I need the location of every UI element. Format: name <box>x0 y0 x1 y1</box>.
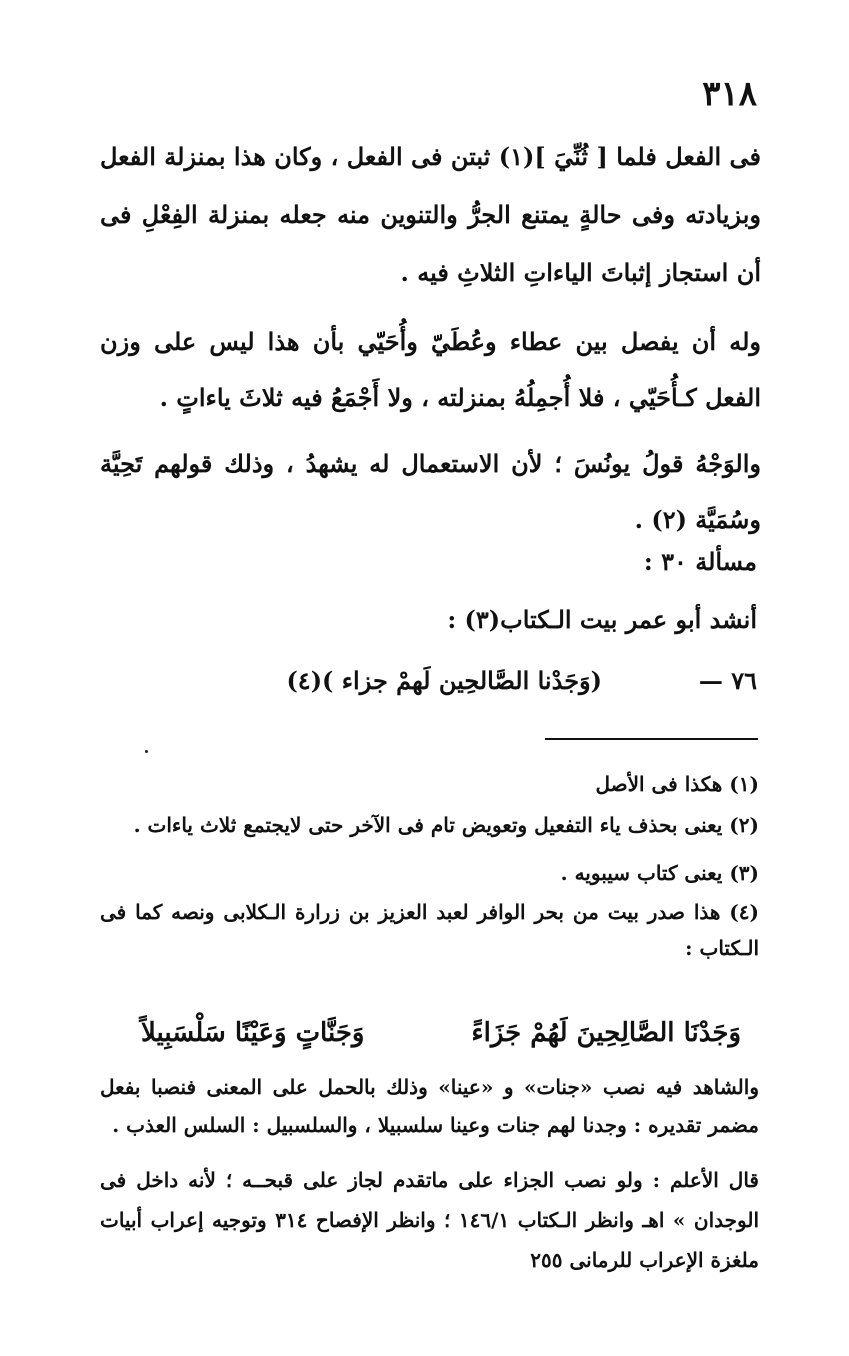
commentary <box>100 1068 759 1144</box>
paragraph: والوَجْهُ قولُ يونُسَ ؛ لأن الاستعمال له يشهدُ ، وذلك قولهم تَحِيَّة وسُمَيَّة (٢) . <box>100 449 761 534</box>
print-speck <box>145 750 148 753</box>
second-hemistich: وَجَنَّاتٍ وَعَيْنًا سَلْسَبِيلاً <box>141 1018 365 1048</box>
main-text <box>100 128 761 548</box>
footnotes <box>100 768 759 966</box>
verse-text: (وَجَدْنا الصَّالحِين لَهمْ جزاء )(٤) <box>286 666 602 695</box>
verse-number: ٧٦ — <box>698 666 757 695</box>
paragraph: وله أن يفصل بين عطاء وعُطَيّ وأُحَيّي بأن هذا ليس على وزن الفعل كـأُحَيّي ، فلا أُجمِلُهُ بمنزلته ، ولا أَجْمَعُ فيه ثلاثَ ياءاتٍ . <box>100 327 761 412</box>
first-hemistich: وَجَدْنَا الصَّالِحِينَ لَهُمْ جَزَاءً <box>471 1018 741 1048</box>
footnote-divider <box>545 738 758 740</box>
footnote: (١) هكذا فى الأصل <box>595 772 759 796</box>
footnote: (٣) يعنى كتاب سيبويه . <box>560 861 759 885</box>
footnote: (٢) يعنى بحذف ياء التفعيل وتعويض تام فى الآخر حتى لايجتمع ثلاث ياءات . <box>133 813 759 837</box>
quote-block <box>100 1160 759 1280</box>
verse-line <box>237 660 757 708</box>
poem-verse <box>141 1014 741 1064</box>
recited-line: أنشد أبو عمر بيت الـكتاب(٣) : <box>447 605 757 634</box>
quote-text: قال الأعلم : ولو نصب الجزاء على ماتقدم لجاز على قبحــه ؛ لأنه داخل فى الوجدان » اهـ وانظر الـكتاب ١٤٦/١ ؛ وانظر الإفصاح ٣١٤ وتوجيه إعراب أبيات ملغزة الإعراب للرمانى ٢٥٥ <box>100 1168 759 1272</box>
footnote: (٤) هذا صدر بيت من بحر الوافر لعبد العزيز بن زرارة الـكلابى ونصه كما فى الـكتاب : <box>100 900 759 960</box>
commentary-text: والشاهد فيه نصب «جنات» و «عينا» وذلك بالحمل على المعنى فنصبا بفعل مضمر تقديره : وجدنا لهم جنات وعينا سلسبيلا ، والسلسبيل : السلس العذب . <box>100 1075 759 1137</box>
paragraph: فى الفعل فلما [ ثُنِّيَ ](١) ثبتن فى الفعل ، وكان هذا بمنزلة الفعل وبزيادته وفى حالةٍ يمتنع الجرُّ والتنوين منه جعله بمنزلة الفِعْلِ فى أن استجاز إثباتَ الياءاتِ الثلاثِ فيه . <box>100 142 762 287</box>
page-number: ٣١٨ <box>702 74 757 114</box>
issue-heading: مسألة ٣٠ : <box>643 547 757 576</box>
